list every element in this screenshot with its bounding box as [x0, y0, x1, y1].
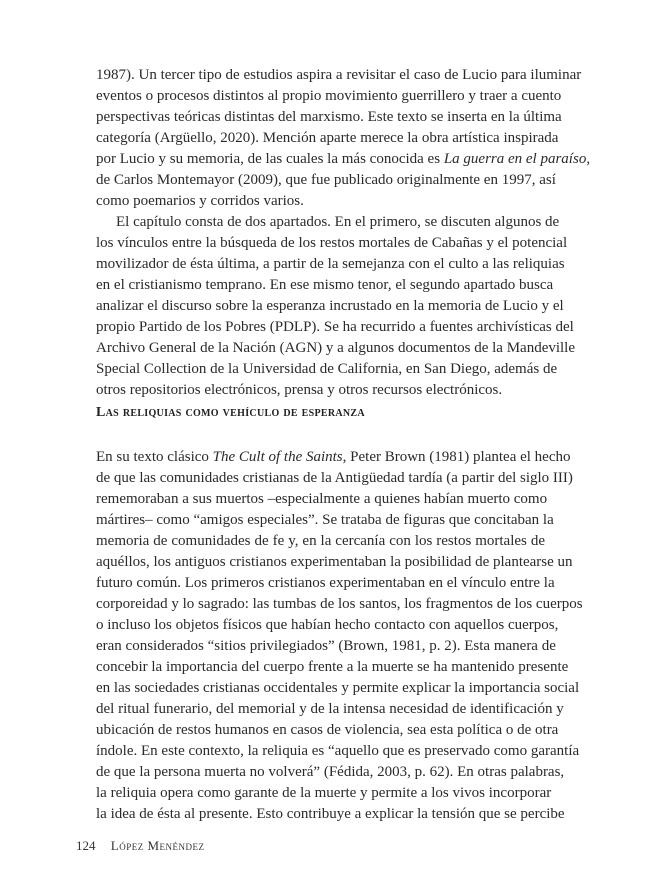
text-line: de que las comunidades cristianas de la Antigüedad tardía (a partir del siglo III) [96, 470, 573, 486]
text-line: En su texto clásico The Cult of the Saints, Peter Brown (1981) plantea el hecho [96, 449, 571, 465]
page-number: 124 [76, 838, 96, 853]
text-line: memoria de comunidades de fe y, en la cercanía con los restos mortales de [96, 533, 545, 549]
text-line: de Carlos Montemayor (2009), que fue publicado originalmente en 1997, así [96, 172, 556, 188]
text-line: categoría (Argüello, 2020). Mención aparte merece la obra artística inspirada [96, 130, 559, 146]
text-line: la reliquia opera como garante de la muerte y permite a los vivos incorporar [96, 785, 552, 801]
text-line: rememoraban a sus muertos –especialmente a quienes habían muerto como [96, 491, 548, 507]
text-line: movilizador de ésta última, a partir de la semejanza con el culto a las reliquias [96, 256, 565, 272]
text-line: eran considerados “sitios privilegiados” (Brown, 1981, p. 2). Esta manera de [96, 638, 556, 654]
text-line: Special Collection de la Universidad de California, en San Diego, además de [96, 361, 558, 377]
text-line: perspectivas teóricas distintas del marxismo. Este texto se inserta en la última [96, 109, 562, 125]
text-line: 1987). Un tercer tipo de estudios aspira a revisitar el caso de Lucio para iluminar [96, 67, 582, 83]
text-line: la idea de ésta al presente. Esto contribuye a explicar la tensión que se percibe [96, 806, 565, 822]
text-line: los vínculos entre la búsqueda de los restos mortales de Cabañas y el potencial [96, 235, 568, 251]
text-line: índole. En este contexto, la reliquia es “aquello que es preservado como garantía [96, 743, 580, 759]
text-line: corporeidad y lo sagrado: las tumbas de los santos, los fragmentos de los cuerpos [96, 596, 583, 612]
page-footer [76, 838, 205, 854]
text-line: eventos o procesos distintos al propio movimiento guerrillero y traer a cuento [96, 88, 562, 104]
text-line: concebir la importancia del cuerpo frente a la muerte se ha mantenido presente [96, 659, 569, 675]
text-line: futuro común. Los primeros cristianos experimentaban en el vínculo entre la [96, 575, 555, 591]
book-title: La guerra en el paraíso [443, 151, 587, 167]
running-head: López Menéndez [110, 838, 205, 853]
text-line: aquéllos, los antiguos cristianos experimentaban la posibilidad de plantearse un [96, 554, 573, 570]
text-line: propio Partido de los Pobres (PDLP). Se ha recurrido a fuentes archivísticas del [96, 319, 574, 335]
text-line: mártires– como “amigos especiales”. Se trataba de figuras que concitaban la [96, 512, 554, 528]
book-title: The Cult of the Saints [212, 449, 343, 465]
section-heading: Las reliquias como vehículo de esperanza [96, 405, 365, 420]
text-line: de que la persona muerta no volverá” (Fédida, 2003, p. 62). En otras palabras, [96, 764, 565, 780]
text-line: en las sociedades cristianas occidentales y permite explicar la importancia social [96, 680, 580, 696]
text-line: analizar el discurso sobre la esperanza incrustado en la memoria de Lucio y el [96, 298, 564, 314]
text-line: por Lucio y su memoria, de las cuales la más conocida es La guerra en el paraíso, [96, 151, 591, 167]
text-line: en el cristianismo temprano. En ese mismo tenor, el segundo apartado busca [96, 277, 554, 293]
text-line: otros repositorios electrónicos, prensa y otros recursos electrónicos. [96, 382, 503, 398]
text-line: ubicación de restos humanos en casos de violencia, sea esta política o de otra [96, 722, 559, 738]
text-line: como poemarios y corridos varios. [96, 193, 304, 209]
text-line: El capítulo consta de dos apartados. En el primero, se discuten algunos de [116, 214, 560, 230]
text-line: del ritual funerario, del memorial y de la intensa necesidad de identificación y [96, 701, 564, 717]
text-line: o incluso los objetos físicos que habían hecho contacto con aquellos cuerpos, [96, 617, 559, 633]
text-line: Archivo General de la Nación (AGN) y a algunos documentos de la Mandeville [96, 340, 576, 356]
